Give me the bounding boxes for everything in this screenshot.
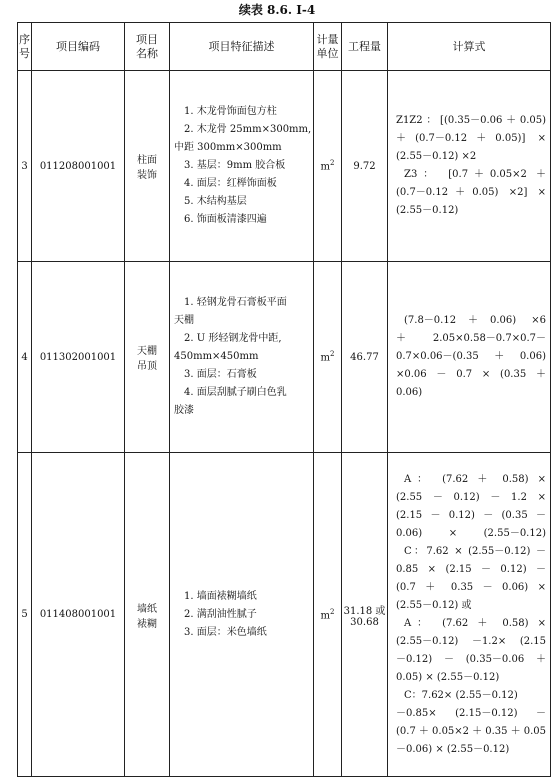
unit-base: m	[320, 352, 330, 364]
quantity-line: 9.72	[353, 160, 376, 172]
row-name-line: 吊顶	[137, 361, 157, 372]
row-features	[170, 71, 314, 262]
calc-line: (7.8－0.12＋0.06) ×6	[404, 315, 546, 326]
row-calc	[388, 71, 551, 262]
row-calc	[388, 453, 551, 777]
calc-line: 0.7×0.06－(0.35＋0.06)	[396, 351, 546, 362]
row-code: 011208001001	[32, 71, 125, 262]
unit-base: m	[320, 610, 330, 622]
calc-line: (2.15 － 0.12) － (0.35 －	[396, 509, 546, 521]
row-code: 011302001001	[32, 262, 125, 453]
calc-line: (2.55 － 0.12) － 1.2 ×	[396, 491, 546, 503]
feature-line: 2. 满刮油性腻子	[184, 608, 257, 620]
feature-line: 2. 木龙骨 25mm×300mm,	[184, 124, 312, 135]
header-unit-line: 计量	[316, 32, 339, 46]
feature-line: 胶漆	[174, 405, 194, 416]
calc-line: (0.7 ＋ 0.35 － 0.06) ×	[396, 581, 546, 593]
table-row	[18, 71, 551, 262]
calc-line: C：7.62 × (2.55－0.12) －	[404, 545, 546, 557]
calc-line: －0.06) × (2.55－0.12)	[396, 743, 510, 755]
header-features: 项目特征描述	[170, 23, 314, 71]
row-name	[125, 453, 170, 777]
calc-line: 0.85 × (2.15 － 0.12) －	[396, 563, 546, 575]
feature-line: 6. 饰面板清漆四遍	[184, 214, 267, 225]
table-row	[18, 262, 551, 453]
feature-line: 1. 轻钢龙骨石膏板平面	[184, 297, 287, 308]
row-name-line: 柱面	[137, 155, 157, 166]
calc-line: Z1Z2：[(0.35－0.06＋0.05)	[396, 115, 546, 126]
row-features	[170, 262, 314, 453]
row-quantity	[342, 71, 388, 262]
unit-sup: 2	[330, 350, 335, 359]
table-row	[18, 453, 551, 777]
row-quantity	[342, 453, 388, 777]
header-code: 项目编码	[32, 23, 125, 71]
header-calc: 计算式	[388, 23, 551, 71]
row-seq: 4	[18, 262, 32, 453]
row-calc	[388, 262, 551, 453]
calc-line: ×0.06 － 0.7 × (0.35 ＋	[396, 369, 546, 380]
row-name	[125, 71, 170, 262]
header-name-line: 名称	[136, 46, 158, 60]
row-unit	[314, 71, 342, 262]
table-title: 续表 8.6. Ⅰ-4	[238, 3, 316, 17]
row-name-line: 裱糊	[137, 618, 157, 630]
feature-line: 天棚	[174, 315, 194, 326]
feature-line: 1. 墙面裱糊墙纸	[184, 590, 257, 602]
calc-line: (2.55－0.12) －1.2× (2.15	[396, 635, 546, 647]
calc-line: C：7.62× (2.55－0.12)	[404, 689, 518, 701]
header-quantity: 工程量	[342, 23, 388, 71]
row-name-line: 装饰	[137, 170, 157, 181]
feature-line: 2. U 形轻钢龙骨中距,	[184, 333, 282, 344]
header-seq	[18, 23, 32, 71]
calc-line: 0.06) × (2.55－0.12)	[396, 527, 546, 539]
calc-line: －0.85× (2.15－0.12) －	[396, 707, 546, 719]
header-row	[18, 23, 551, 71]
feature-line: 3. 面层：石膏板	[184, 369, 257, 380]
header-unit-line: 单位	[316, 46, 339, 60]
bill-of-quantities-table	[17, 22, 551, 777]
calc-line: (0.7＋0.05×2＋0.35＋0.05	[396, 725, 546, 737]
feature-line: 中距 300mm×300mm	[174, 142, 282, 153]
unit-sup: 2	[330, 159, 335, 168]
row-code: 011408001001	[32, 453, 125, 777]
calc-line: Z3： [0.7＋0.05×2 ＋	[404, 169, 546, 180]
header-unit	[314, 23, 342, 71]
feature-line: 1. 木龙骨饰面包方柱	[184, 106, 277, 117]
header-seq-line: 号	[19, 46, 30, 60]
row-seq: 3	[18, 71, 32, 262]
quantity-line: 30.68	[350, 616, 379, 628]
row-name-line: 墙纸	[137, 603, 157, 615]
calc-line: －0.12) － (0.35－0.06 ＋	[396, 653, 546, 665]
calc-line: A： (7.62 ＋ 0.58) ×	[404, 473, 546, 485]
calc-line: ＋2.05×0.58－0.7×0.7－	[396, 333, 546, 344]
calc-line: (0.7－0.12＋0.05) ×2] ×	[396, 187, 546, 198]
row-seq: 5	[18, 453, 32, 777]
feature-line: 4. 面层刮腻子刷白色乳	[184, 387, 287, 398]
header-name-line: 项目	[136, 32, 158, 46]
calc-line: 0.06)	[396, 387, 423, 398]
calc-line: (2.55－0.12) 或	[396, 599, 472, 611]
row-name	[125, 262, 170, 453]
calc-line: 0.05) × (2.55－0.12)	[396, 671, 500, 683]
feature-line: 5. 木结构基层	[184, 196, 247, 207]
unit-sup: 2	[330, 607, 335, 616]
row-quantity	[342, 262, 388, 453]
feature-line: 450mm×450mm	[174, 351, 259, 362]
quantity-line: 46.77	[350, 351, 379, 363]
feature-line: 4. 面层：红榉饰面板	[184, 178, 277, 189]
row-name-line: 天棚	[137, 346, 157, 357]
header-name	[125, 23, 170, 71]
row-features	[170, 453, 314, 777]
calc-line: (2.55－0.12) ×2	[396, 151, 477, 162]
feature-line: 3. 面层：米色墙纸	[184, 626, 267, 638]
calc-line: (2.55－0.12)	[396, 205, 459, 216]
calc-line: ＋(0.7－0.12＋0.05)] ×	[396, 133, 546, 144]
row-unit	[314, 453, 342, 777]
feature-line: 3. 基层：9mm 胶合板	[184, 160, 286, 171]
quantity-line: 31.18 或	[343, 605, 386, 617]
header-seq-line: 序	[19, 32, 30, 46]
calc-line: A： (7.62 ＋ 0.58) ×	[404, 617, 546, 629]
row-unit	[314, 262, 342, 453]
unit-base: m	[320, 161, 330, 173]
